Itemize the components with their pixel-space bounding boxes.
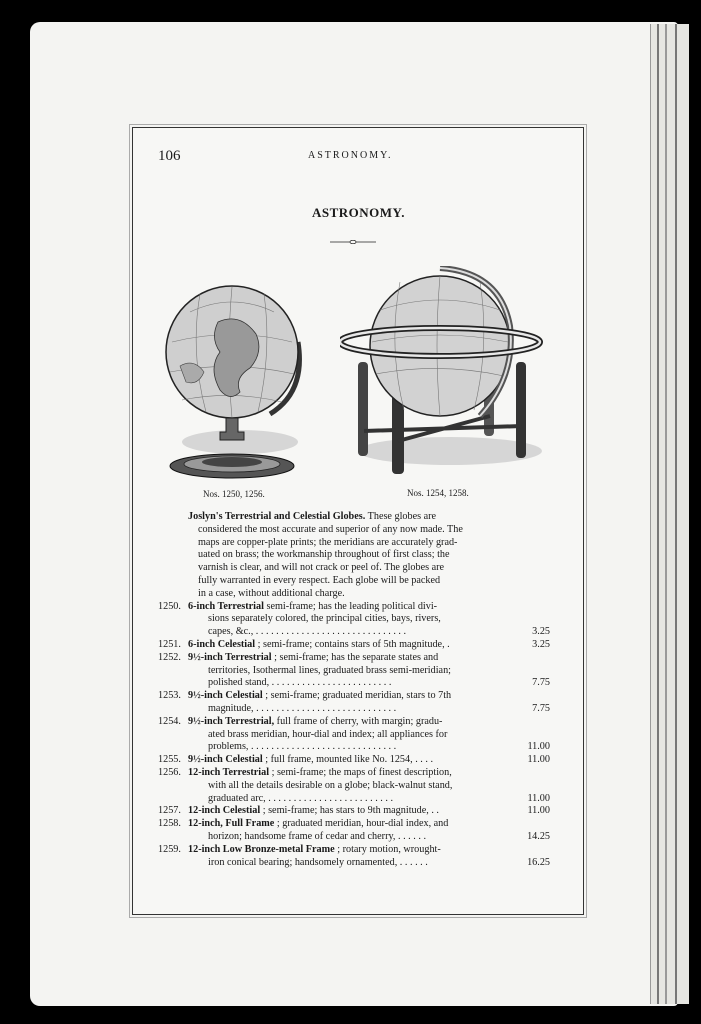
catalog-number: 1252. [158,651,181,663]
product-description: magnitude, . . . . . . . . . . . . . . . . . . . . . . . . . . . . [208,702,397,714]
product-description: ; graduated meridian, hour-dial index, and [276,818,449,830]
page-edge [650,24,689,1004]
catalog-entry [158,690,550,716]
catalog-number: 1251. [158,638,181,650]
catalog-entry [158,818,550,844]
price: 11.00 [527,741,550,753]
price: 14.25 [527,830,550,842]
intro-text-line: uated on brass; the workmanship throughout of first class; the [198,549,450,561]
terrestrial-globe-figure [160,282,310,486]
product-description: capes, &c., . . . . . . . . . . . . . . . . . . . . . . . . . . . . . . [208,626,407,638]
intro-heading: Joslyn's Terrestrial and Celestial Globes. [188,511,366,522]
catalog-number: 1256. [158,766,181,778]
price: 7.75 [532,702,550,714]
catalog-entry [158,601,550,639]
intro-first-line: These globes are [367,511,437,522]
product-description: territories, Isothermal lines, graduated brass semi-meridian; [208,664,452,676]
price: 7.75 [532,677,550,689]
product-description: problems, . . . . . . . . . . . . . . . . . . . . . . . . . . . . . [208,741,397,753]
product-name: 9½-inch Terrestrial [188,651,272,663]
intro-text-line: considered the most accurate and superior of any now made. The [198,523,463,535]
product-description: with all the details desirable on a globe; black-walnut stand, [208,779,453,791]
catalog-number: 1257. [158,805,181,817]
product-name: 9½-inch Terrestrial, [188,715,275,727]
intro-text-line: in a case, without additional charge. [198,587,345,599]
product-description: semi-frame; has the leading political divi- [266,600,438,612]
catalog-number: 1253. [158,690,181,702]
price: 11.00 [527,754,550,766]
price: 3.25 [532,626,550,638]
product-description: ; semi-frame; graduated meridian, stars to 7th [265,690,452,702]
catalog-number: 1255. [158,754,181,766]
catalog-entry [158,767,550,805]
product-description: ; rotary motion, wrought- [337,843,441,855]
product-description: ; full frame, mounted like No. 1254, . . . . [265,754,434,766]
product-name: 6-inch Celestial [188,638,256,650]
intro-text-line: fully warranted in every respect. Each globe will be packed [198,574,441,586]
intro-text-line: maps are copper-plate prints; the meridians are accurately grad- [198,536,458,548]
running-title: ASTRONOMY. [308,150,393,161]
product-description: sions separately colored, the principal cities, bays, rivers, [208,613,441,625]
catalog-entry [158,639,550,652]
product-description: polished stand, . . . . . . . . . . . . . . . . . . . . . . . . [208,677,392,689]
page-number: 106 [158,148,181,164]
product-name: 9½-inch Celestial [188,754,263,766]
full-frame-globe-figure [340,266,546,474]
product-description: ; semi-frame; contains stars of 5th magnitude, . [257,638,450,650]
price: 11.00 [527,792,550,804]
product-description: full frame of cherry, with margin; gradu- [276,715,443,727]
catalog-entry [158,754,550,767]
intro-text-line: varnish is clear, and will not crack or peel of. The globes are [198,562,445,574]
section-title: ASTRONOMY. [311,205,405,220]
catalog-entry [158,652,550,690]
price-list [158,511,550,869]
ornament-rule [330,240,376,244]
product-description: horizon; handsome frame of cedar and cherry, . . . . . . [208,830,427,842]
price: 3.25 [532,638,550,650]
price: 11.00 [527,805,550,817]
product-name: 9½-inch Celestial [188,690,263,702]
catalog-number: 1258. [158,818,181,830]
product-description: ; semi-frame; has the separate states and [274,651,439,663]
product-name: 6-inch Terrestrial [188,600,264,612]
price: 16.25 [527,856,550,868]
catalog-number: 1250. [158,600,181,612]
figure-caption-right: Nos. 1254, 1258. [407,488,469,498]
product-description: iron conical bearing; handsomely ornamented, . . . . . . [208,856,428,868]
product-description: ; semi-frame; has stars to 9th magnitude, . . [262,805,439,817]
product-name: 12-inch Low Bronze-metal Frame [188,843,335,855]
catalog-entry [158,716,550,754]
catalog-number: 1259. [158,843,181,855]
product-name: 12-inch, Full Frame [188,818,275,830]
catalog-entry [158,844,550,870]
catalog-number: 1254. [158,715,181,727]
product-name: 12-inch Terrestrial [188,766,270,778]
product-description: ated brass meridian, hour-dial and index; all appliances for [208,728,448,740]
intro-paragraph [158,511,550,601]
product-description: ; semi-frame; the maps of finest description, [271,766,452,778]
product-name: 12-inch Celestial [188,805,261,817]
running-header [158,148,558,166]
product-description: graduated arc, . . . . . . . . . . . . . . . . . . . . . . . . . [208,792,394,804]
catalog-entry [158,805,550,818]
figure-caption-left: Nos. 1250, 1256. [203,489,265,499]
